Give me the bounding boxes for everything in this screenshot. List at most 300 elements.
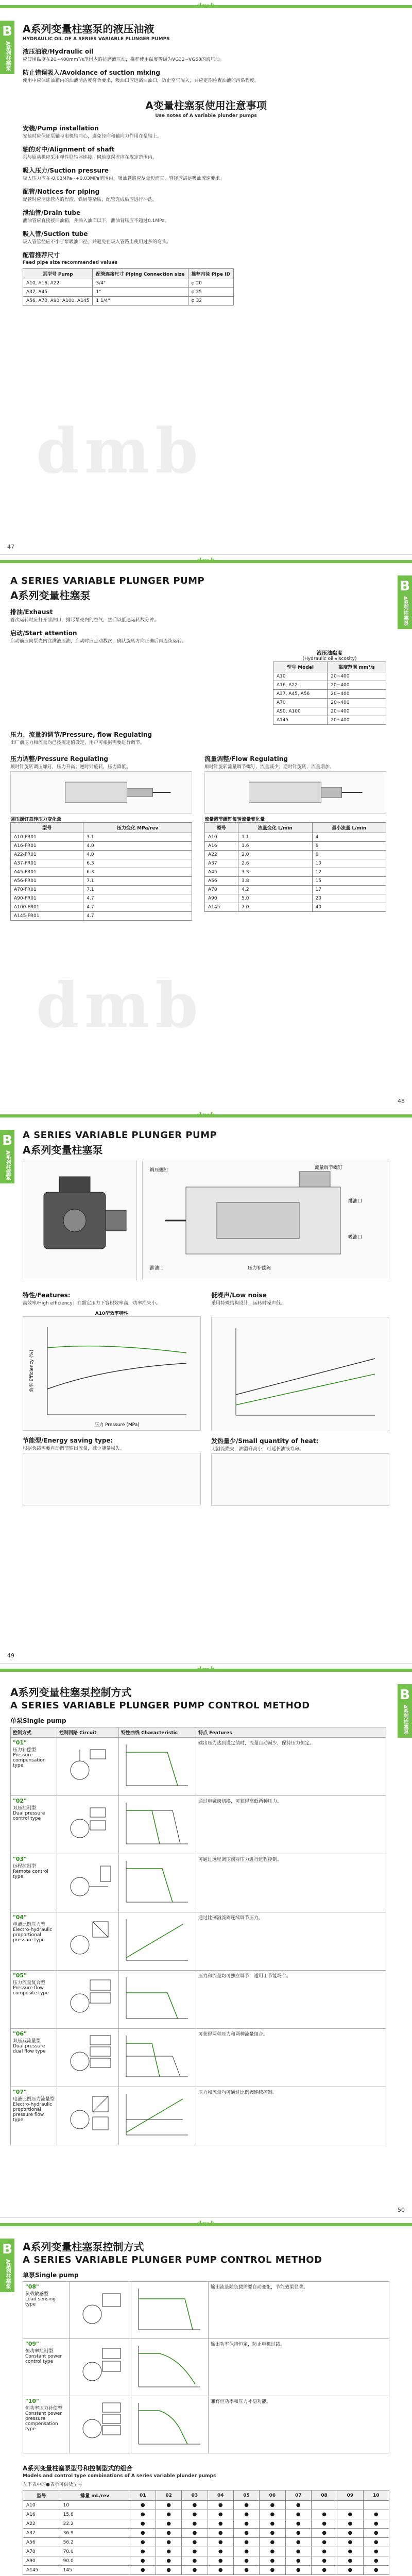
mode-cell: [11, 1971, 57, 2028]
table-cell: A45-FR01: [11, 868, 83, 877]
section-tab: [0, 1130, 14, 1183]
flow-table-title: 流量调节螺钉每转流量变化量: [204, 817, 265, 822]
availability-cell: ●: [208, 2538, 233, 2547]
single-pump-label: 单泵Single pump: [10, 1717, 66, 1724]
table-header-row: [23, 2490, 389, 2501]
col-header: 控制方式: [11, 1727, 57, 1737]
availability-cell: ●: [156, 2510, 181, 2519]
brand-logo: dmb: [196, 2, 216, 10]
circuit-symbol: [59, 1972, 116, 2024]
availability-cell: [311, 2501, 337, 2510]
mode-code: "03": [13, 1856, 27, 1862]
table-cell: 22.2: [60, 2519, 130, 2529]
flow-regulating-block: [204, 749, 386, 921]
flow-reg-heading: 流量调整/Flow Regulating: [204, 755, 288, 762]
table-cell: 56.2: [60, 2538, 130, 2547]
table-cell: 7.1: [83, 877, 192, 886]
table-cell: A145: [23, 2566, 60, 2575]
pump-cross-section: [142, 1161, 389, 1280]
section-heading: 启动/Start attention: [10, 630, 77, 637]
table-cell: A70: [273, 699, 328, 707]
table-header: 05: [233, 2490, 259, 2501]
table-row: [205, 842, 386, 851]
note-heading: 轴的对中/Alignment of shaft: [23, 146, 115, 153]
circuit-cell: [57, 1971, 119, 2028]
table-cell: A90-FR01: [11, 894, 83, 903]
mode-code: "08": [25, 2283, 39, 2290]
table-row: [205, 877, 386, 886]
table-cell: A16-FR01: [11, 842, 83, 851]
availability-cell: ●: [311, 2510, 337, 2519]
table-row: [11, 859, 192, 868]
mode-name: 压力补偿型: [13, 1748, 37, 1753]
page-title-cn: A系列变量柱塞泵控制方式: [23, 2241, 144, 2253]
availability-cell: ●: [260, 2529, 285, 2538]
section-body: 使用中应保证油箱内的油液清洁度符合要求，吸油口应远离回油口，防止空气混入，并应定期检查油液的污染程度。: [23, 78, 260, 83]
feature-body: 无溢流损失，油温升高小，可延长油液寿命。: [211, 1447, 304, 1452]
table-cell: A10: [273, 672, 328, 681]
table-header-row: [23, 269, 234, 279]
table-cell: A145: [205, 903, 238, 912]
page-header: [0, 2218, 412, 2232]
table-row: [23, 2519, 389, 2529]
table-header: 06: [260, 2490, 285, 2501]
control-method-row: [11, 1854, 386, 1912]
brand-logo: dmb: [196, 1111, 216, 1120]
feature-text: 输出功率保持恒定，防止电机过载。: [211, 2342, 285, 2347]
features-right: [211, 1285, 389, 1506]
feature-text: 通过比例溢流阀连续调节压力。: [198, 1916, 264, 1921]
table-header: 型号: [11, 823, 83, 833]
table-cell: 6: [312, 842, 386, 851]
table-row: [23, 2566, 389, 2575]
feature-text: 通过电磁阀切换，可获得高低两种压力。: [198, 1799, 282, 1804]
table-cell: 10: [60, 2501, 130, 2510]
table-cell: 1.1: [238, 833, 312, 842]
mode-code: "09": [25, 2341, 39, 2347]
table-cell: A22: [23, 2519, 60, 2529]
characteristic-curve: [121, 2030, 193, 2082]
availability-cell: ●: [156, 2556, 181, 2566]
table-header: 压力变化 MPa/rev: [83, 823, 192, 833]
table-cell: A145: [273, 716, 328, 725]
table-row: [205, 833, 386, 842]
availability-cell: ●: [285, 2538, 311, 2547]
page-number: 47: [7, 544, 14, 550]
mode-name-en: Pressure flow composite type: [13, 1986, 49, 1996]
circuit-symbol: [59, 2089, 116, 2140]
page-title-en: A SERIES VARIABLE PLUNGER PUMP CONTROL METHOD: [23, 2255, 322, 2265]
mode-code: "07": [13, 2089, 27, 2095]
flow-screw-figure: [204, 771, 386, 814]
section-body: 应使用黏度在20~400mm²/s范围内的抗磨液压油，推荐使用黏度等级为VG32~VG68的液压油。: [23, 57, 225, 62]
mode-name: 双压控制型: [13, 1806, 37, 1811]
table-cell: 17: [312, 886, 386, 894]
mode-cell: [23, 2396, 70, 2453]
mode-code: "04": [13, 1914, 27, 1921]
characteristic-curve: [121, 1914, 193, 1965]
page-title-cn: A系列变量柱塞泵: [10, 589, 91, 602]
availability-cell: ●: [363, 2556, 389, 2566]
table-cell: 4.7: [83, 903, 192, 912]
circuit-symbol: [59, 1739, 116, 1791]
chart-xlabel: 压力 Pressure (MPa): [94, 1422, 140, 1428]
table-cell: φ 32: [188, 297, 233, 306]
table-header: 04: [208, 2490, 233, 2501]
control-method-row: [11, 1738, 386, 1796]
mode-code: "05": [13, 1972, 27, 1979]
availability-cell: ●: [311, 2566, 337, 2575]
note-body: 吸入管管径应不小于泵吸油口径，并避免在吸入管路上使用过多的弯头。: [23, 240, 171, 245]
mode-name-en: Constant power pressure compensation type: [25, 2411, 62, 2432]
table-row: [273, 681, 386, 690]
section-tab-letter: B: [2, 2242, 12, 2257]
feature-text: 输出压力达到设定值时，流量自动减少，保持压力恒定。: [198, 1741, 315, 1746]
table-cell: A90: [205, 894, 238, 903]
pressure-reg-heading: 压力调整/Pressure Regulating: [10, 755, 109, 762]
availability-cell: ●: [156, 2566, 181, 2575]
table-row: [23, 2510, 389, 2519]
table-row: [205, 868, 386, 877]
pressure-change-table: [10, 822, 192, 921]
characteristic-curve: [121, 1856, 193, 1907]
table-row: [11, 903, 192, 912]
circuit-symbol: [59, 2030, 116, 2082]
page-title-en: HYDRAULIC OIL OF A SERIES VARIABLE PLUNGER PUMPS: [23, 37, 170, 42]
pipe-table-title-cn: 配管推荐尺寸: [23, 251, 60, 259]
table-cell: 145: [60, 2566, 130, 2575]
noise-chart-svg: [212, 1317, 389, 1431]
table-header: 型号: [23, 2490, 60, 2501]
mode-name: 压力流量复合型: [13, 1980, 46, 1986]
brand-logo: dmb: [196, 2220, 216, 2228]
table-row: [23, 288, 234, 297]
availability-cell: ●: [182, 2501, 208, 2510]
col-header: 特性曲线 Characteristic: [119, 1727, 196, 1737]
availability-cell: ●: [130, 2556, 156, 2566]
availability-cell: ●: [285, 2529, 311, 2538]
watermark: dmb: [36, 969, 203, 1042]
page-content: [23, 21, 389, 306]
chart-title: A10型效率特性: [95, 1311, 129, 1316]
mode-name-en: Dual pressure control type: [13, 1811, 45, 1821]
flow-reg-body: 顺时针旋转流量调节螺钉，流量减少；逆时针旋转，流量增加。: [204, 765, 335, 770]
section-heading: 排油/Exhaust: [10, 608, 53, 616]
mode-name-en: Pressure compensation type: [13, 1753, 46, 1768]
circuit-cell: [57, 2029, 119, 2087]
circuit-symbol: [59, 1798, 116, 1849]
table-row: [273, 707, 386, 716]
curve-cell: [119, 1854, 196, 1912]
table-cell: A37-FR01: [11, 859, 83, 868]
availability-cell: ●: [208, 2519, 233, 2529]
availability-cell: ●: [182, 2566, 208, 2575]
circuit-cell: [57, 2087, 119, 2145]
section-body: 启动前应向泵壳内注满液压油，启动时应点动数次，确认旋转方向正确后再连续运转。: [10, 639, 187, 644]
mode-name: 双压双流量型: [13, 2039, 41, 2044]
table-cell: 4.0: [83, 851, 192, 859]
control-method-row: [23, 2339, 389, 2396]
table-cell: 20: [312, 894, 386, 903]
availability-cell: ●: [130, 2566, 156, 2575]
page-51: [0, 2217, 412, 2576]
pressure-reg-body: 顺时针旋转调压螺钉，压力升高；逆时针旋转，压力降低。: [10, 765, 131, 770]
feature-text: 兼有恒功率和压力补偿功能。: [211, 2399, 271, 2404]
table-cell: A70: [205, 886, 238, 894]
page-number: 50: [398, 2207, 405, 2213]
availability-cell: ●: [208, 2501, 233, 2510]
control-method-row: [23, 2396, 389, 2453]
section-body: 首次运转时应打开泄油口，排尽泵壳内的空气，然后以低速运转数分钟。: [10, 618, 159, 623]
table-cell: 2.0: [238, 851, 312, 859]
section-tab-letter: B: [400, 1687, 410, 1703]
curve-cell: [131, 2282, 209, 2338]
availability-cell: ●: [233, 2556, 259, 2566]
table-cell: 90.0: [60, 2556, 130, 2566]
section-heading: 防止错误吸入/Avoidance of suction mixing: [23, 69, 160, 76]
availability-cell: ●: [156, 2538, 181, 2547]
circuit-symbol: [72, 2283, 128, 2335]
availability-cell: ●: [182, 2510, 208, 2519]
control-method-table: [10, 1727, 386, 2145]
characteristic-curve: [133, 2398, 205, 2449]
table-header: 09: [337, 2490, 363, 2501]
table-row: [23, 2556, 389, 2566]
table-row: [205, 859, 386, 868]
control-method-row: [23, 2282, 389, 2339]
availability-cell: ●: [285, 2566, 311, 2575]
table-cell: A10-FR01: [11, 833, 83, 842]
table-cell: 4.2: [238, 886, 312, 894]
availability-cell: ●: [337, 2519, 363, 2529]
table-row: [273, 672, 386, 681]
control-method-row: [11, 1912, 386, 1971]
mode-code: "10": [25, 2398, 39, 2404]
cross-section-diagram: [143, 1161, 389, 1280]
page-number: 48: [398, 1098, 405, 1105]
table-cell: 1 1/4": [93, 297, 188, 306]
pressure-flow-body: 出厂前压力和流量均已按规定值设定，用户可根据需要进行调节。: [10, 740, 145, 745]
section-tab-text: A系列柱塞泵: [5, 2259, 10, 2289]
table-header: 01: [130, 2490, 156, 2501]
feature-text: 可获得两种压力和两种流量组合。: [198, 2032, 268, 2037]
page-title-cn: A系列变量柱塞泵: [23, 1144, 103, 1156]
table-cell: A16: [23, 2510, 60, 2519]
note-heading: 吸入管/Suction tube: [23, 230, 88, 238]
availability-cell: ●: [311, 2519, 337, 2529]
mode-cell: [11, 1796, 57, 1854]
model-combination-table: [23, 2490, 389, 2575]
availability-cell: ●: [260, 2556, 285, 2566]
diagram-label: 排油口: [348, 1199, 363, 1204]
table-cell: 6: [312, 851, 386, 859]
table-cell: 4.7: [83, 912, 192, 921]
note-body: 泄油管应直接接回油箱，并插入油面以下，泄油背压应不超过0.1MPa。: [23, 218, 169, 224]
feature-heading: 节能型/Energy saving type:: [23, 1437, 113, 1444]
combo-subtitle: 左下表中的●表示可供货型号: [23, 2482, 82, 2487]
mode-name: 电液比例压力流量型: [13, 2097, 55, 2102]
curve-cell: [119, 1971, 196, 2028]
availability-cell: ●: [363, 2510, 389, 2519]
table-row: [205, 851, 386, 859]
feature-text: 压力和流量均可通过比例阀连续控制。: [198, 2090, 278, 2095]
diagram-label: 压力补偿阀: [248, 1266, 271, 1271]
feature-heading: 低噪声/Low noise: [211, 1292, 267, 1299]
table-cell: 4.0: [83, 842, 192, 851]
pipe-table-title-en: Feed pipe size recommended values: [23, 260, 118, 265]
table-cell: 40: [312, 903, 386, 912]
col-header: 特点 Features: [198, 1731, 232, 1736]
availability-cell: ●: [233, 2501, 259, 2510]
table-row: [11, 894, 192, 903]
availability-cell: ●: [182, 2519, 208, 2529]
sub-title-cn: A变量柱塞泵使用注意事项: [145, 99, 267, 112]
chart-ylabel: 效率 Efficiency (%): [29, 1349, 35, 1393]
characteristic-curve: [121, 1972, 193, 2024]
table-header: 08: [311, 2490, 337, 2501]
mode-name: 远程控制型: [13, 1864, 37, 1869]
table-row: [273, 716, 386, 725]
viscosity-title-en: (Hydraulic oil viscosity): [302, 656, 357, 662]
mode-name: 电液比例压力型: [13, 1922, 46, 1927]
table-cell: φ 20: [188, 279, 233, 288]
table-cell: A37: [205, 859, 238, 868]
table-header: 07: [285, 2490, 311, 2501]
table-row: [11, 912, 192, 921]
availability-cell: ●: [156, 2547, 181, 2556]
noise-chart: [211, 1317, 389, 1431]
circuit-cell: [70, 2396, 131, 2453]
section-tab-text: A系列柱塞泵: [5, 41, 10, 71]
combo-title-en: Models and control type combinations of A series variable plunder pumps: [23, 2473, 216, 2479]
section-tab-text: A系列柱塞泵: [402, 596, 408, 626]
circuit-symbol: [72, 2341, 128, 2392]
feature-body: 采用特殊结构设计，运转时噪声低。: [211, 1301, 286, 1306]
availability-cell: ●: [130, 2529, 156, 2538]
table-cell: 3.8: [238, 877, 312, 886]
page-title-en: A SERIES VARIABLE PLUNGER PUMP: [23, 1130, 217, 1141]
availability-cell: ●: [260, 2566, 285, 2575]
circuit-cell: [57, 1796, 119, 1854]
feature-body: 根据负载需要自动调节输出流量，减少能量损失。: [23, 1446, 125, 1451]
availability-cell: ●: [208, 2529, 233, 2538]
mode-cell: [23, 2282, 70, 2338]
availability-cell: ●: [311, 2538, 337, 2547]
table-cell: A56-FR01: [11, 877, 83, 886]
table-cell: 6.3: [83, 868, 192, 877]
table-row: [23, 2529, 389, 2538]
pump-illustration: [23, 1161, 136, 1280]
table-cell: A56: [23, 2538, 60, 2547]
availability-cell: ●: [337, 2529, 363, 2538]
mode-code: "01": [13, 1739, 27, 1746]
table-cell: 20~400: [328, 681, 386, 690]
mode-cell: [11, 2029, 57, 2087]
section-tab-text: A系列柱塞泵: [402, 1705, 408, 1735]
table-cell: A70-FR01: [11, 886, 83, 894]
page-content: [10, 575, 386, 921]
table-cell: A90, A100: [273, 707, 328, 716]
table-row: [205, 886, 386, 894]
availability-cell: ●: [285, 2556, 311, 2566]
features-left: [23, 1285, 201, 1506]
availability-cell: ●: [130, 2519, 156, 2529]
availability-cell: ●: [337, 2510, 363, 2519]
table-header: 推荐内径 Pipe ID: [188, 269, 233, 279]
section-tab-text: A系列柱塞泵: [5, 1150, 10, 1180]
table-cell: 4: [312, 833, 386, 842]
pump-photo: [23, 1161, 137, 1280]
efficiency-chart-svg: [23, 1317, 200, 1430]
mode-name: 恒功率压力补偿型: [25, 2406, 63, 2411]
characteristic-curve: [133, 2341, 205, 2392]
table-cell: 20~400: [328, 707, 386, 716]
table-row: [23, 2501, 389, 2510]
availability-cell: ●: [156, 2501, 181, 2510]
table-cell: A10: [205, 833, 238, 842]
table-cell: A90: [23, 2556, 60, 2566]
table-row: [23, 279, 234, 288]
control-method-row: [11, 2029, 386, 2087]
table-cell: 3.1: [83, 833, 192, 842]
table-row: [23, 2538, 389, 2547]
table-cell: 1.6: [238, 842, 312, 851]
table-cell: A100-FR01: [11, 903, 83, 912]
viscosity-block: [273, 649, 386, 725]
availability-cell: ●: [260, 2501, 285, 2510]
page-49: [0, 1109, 412, 1663]
table-cell: A37, A45: [23, 288, 93, 297]
mode-name-en: Electro-hydraulic proportional pressure type: [13, 1927, 53, 1943]
table-row: [11, 877, 192, 886]
availability-cell: ●: [285, 2510, 311, 2519]
page-title-cn: A系列变量柱塞泵的液压油液: [23, 23, 154, 35]
heat-figure: [211, 1453, 389, 1506]
table-row: [11, 868, 192, 877]
viscosity-title-cn: 液压油黏度: [317, 651, 342, 656]
table-header: 02: [156, 2490, 181, 2501]
table-cell: 7.1: [83, 886, 192, 894]
table-header: 排量 mL/rev: [60, 2490, 130, 2501]
diagram-label: 调压螺钉: [150, 1168, 169, 1173]
section-tab: [0, 21, 14, 74]
table-row: [205, 894, 386, 903]
mode-code: "06": [13, 2030, 27, 2037]
table-cell: 20~400: [328, 690, 386, 699]
page-title-en: A SERIES VARIABLE PLUNGER PUMP CONTROL METHOD: [10, 1700, 310, 1711]
circuit-symbol: [72, 2398, 128, 2449]
table-header-row: [11, 823, 192, 833]
availability-cell: ●: [233, 2529, 259, 2538]
page-title-en: A SERIES VARIABLE PLUNGER PUMP: [10, 575, 205, 586]
mode-cell: [23, 2339, 70, 2396]
availability-cell: ●: [363, 2519, 389, 2529]
table-cell: 5.0: [238, 894, 312, 903]
curve-cell: [131, 2396, 209, 2453]
curve-cell: [131, 2339, 209, 2396]
mode-name: 恒功率控制型: [25, 2349, 54, 2354]
characteristic-curve: [121, 1798, 193, 1849]
curve-cell: [119, 1912, 196, 1970]
diagram-label: 吸油口: [348, 1235, 363, 1240]
pressure-screw-diagram: [11, 772, 192, 813]
table-cell: 6.3: [83, 859, 192, 868]
table-cell: 3.3: [238, 868, 312, 877]
flow-screw-diagram: [205, 772, 386, 813]
table-cell: 1": [93, 288, 188, 297]
feature-text: 可通过远程调压阀对压力进行远程控制。: [198, 1857, 282, 1862]
page-header: [0, 0, 412, 14]
